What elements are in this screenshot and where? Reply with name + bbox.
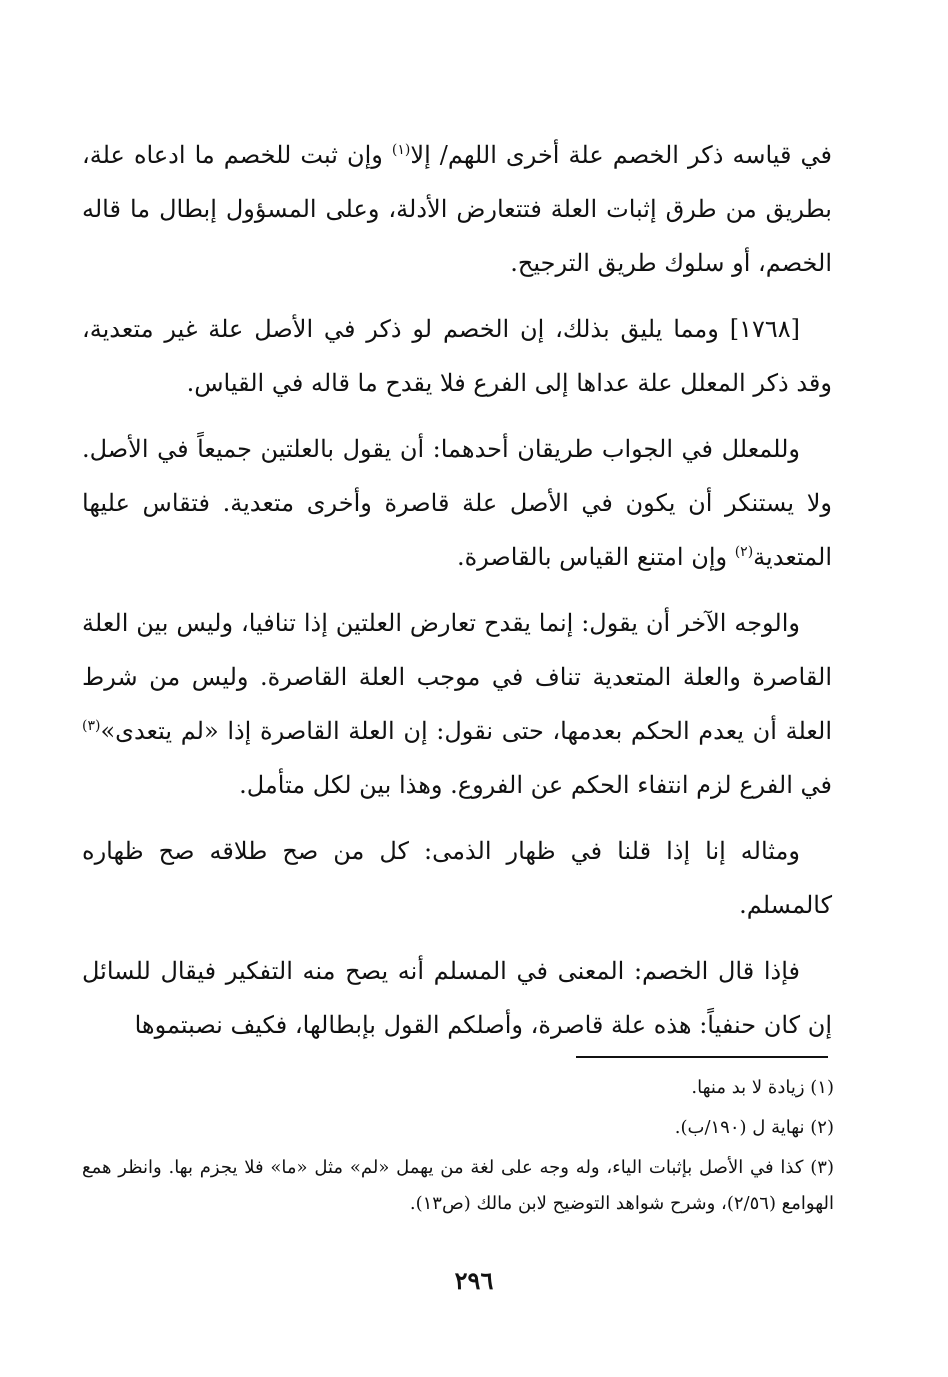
main-text bbox=[82, 128, 832, 1064]
footnotes bbox=[82, 1070, 834, 1226]
footnote-marker-2[interactable]: (٢) bbox=[734, 544, 754, 560]
paragraph-6: فإذا قال الخصم: المعنى في المسلم أنه يصح منه التفكير فيقال للسائل إن كان حنفياً: هذه علة قاصرة، وأصلكم القول بإبطالها، فكيف نصبتموها bbox=[82, 957, 832, 1039]
page-number: ٢٩٦ bbox=[454, 1266, 494, 1295]
footnote-marker-3[interactable]: (٣) bbox=[82, 718, 101, 734]
paragraph-5: ومثاله إنا إذا قلنا في ظهار الذمى: كل من صح طلاقه صح ظهاره كالمسلم. bbox=[82, 837, 832, 919]
footnote-2: (٢) نهاية ل (١٩٠/ب). bbox=[674, 1117, 834, 1138]
paragraph-3: وللمعلل في الجواب طريقان أحدهما: أن يقول بالعلتين جميعاً في الأصل. ولا يستنكر أن يكون في الأصل علة قاصرة وأخرى متعدية. فتقاس عليها المتعدية$^{(٢)}$ وإن امتنع القياس بالقاصرة. bbox=[82, 435, 832, 571]
footnote-separator bbox=[576, 1056, 828, 1058]
footnote-3: (٣) كذا في الأصل بإثبات الياء، وله وجه على لغة من يهمل «لم» مثل «ما» فلا يجزم بها. وانظر همع الهوامع (٢/٥٦)، وشرح شواهد التوضيح لابن مالك (ص١٣). bbox=[82, 1157, 834, 1214]
paragraph-1: في قياسه ذكر الخصم علة أخرى اللهم/ إلا$^{(١)}$ وإن ثبت للخصم ما ادعاه علة، بطريق من طرق إثبات العلة فتتعارض الأدلة، وعلى المسؤول إبطال ما قاله الخصم، أو سلوك طريق الترجيح. bbox=[82, 141, 833, 277]
footnote-marker-1[interactable]: (١) bbox=[391, 142, 411, 158]
footnote-1: (١) زيادة لا بد منها. bbox=[691, 1077, 834, 1098]
paragraph-4: والوجه الآخر أن يقول: إنما يقدح تعارض العلتين إذا تنافيا، وليس بين العلة القاصرة والعلة المتعدية تناف في موجب العلة القاصرة. وليس من شرط العلة أن يعدم الحكم بعدمها، حتى نقول: إن العلة القاصرة إذا «لم يتعدى»$^{(٣)}$ في الفرع لزم انتفاء الحكم عن الفروع. وهذا بين لكل متأمل. bbox=[82, 609, 832, 799]
paragraph-2: [١٧٦٨] ومما يليق بذلك، إن الخصم لو ذكر في الأصل علة غير متعدية، وقد ذكر المعلل علة عداها إلى الفرع فلا يقدح ما قاله في القياس. bbox=[82, 315, 832, 397]
